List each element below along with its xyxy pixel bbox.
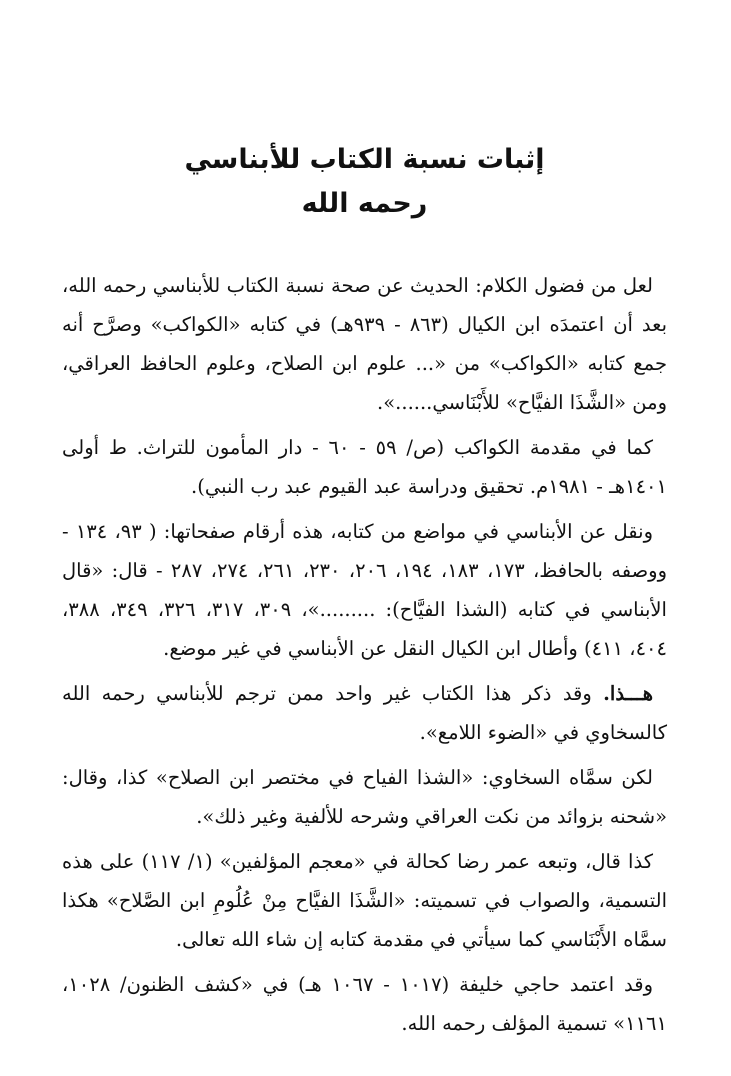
heading-line-2: رحمه الله xyxy=(301,188,428,219)
paragraph-text: ونقل عن الأبناسي في مواضع من كتابه، هذه أرقام صفحاتها: ( ٩٣، ١٣٤ - ووصفه بالحافظ، ١٧٣، ١٨٣، ١٩٤، ٢٠٦، ٢٣٠، ٢٦١، ٢٧٤، ٢٨٧ - قال: «قال الأبناسي في كتابه (الشذا الفيَّاح): .........»، ٣٠٩، ٣١٧، ٣٢٦، ٣٤٩، ٣٨٨، ٤٠٤، ٤١١) وأطال ابن الكيال النقل عن الأبناسي في غير موضع. xyxy=(62,520,667,660)
paragraph-lead: هـــذا. xyxy=(603,682,653,705)
paragraph-text: وقد اعتمد حاجي خليفة (١٠١٧ - ١٠٦٧ هـ) في «كشف الظنون/ ١٠٢٨، ١١٦١» تسمية المؤلف رحمه الله. xyxy=(62,973,667,1035)
paragraph xyxy=(62,758,667,836)
paragraph-text: لعل من فضول الكلام: الحديث عن صحة نسبة الكتاب للأبناسي رحمه الله، بعد أن اعتمدَه ابن الكيال (٨٦٣ - ٩٣٩هـ) في كتابه «الكواكب» وصرَّح أنه جمع كتابه «الكواكب» من «... علوم ابن الصلاح، وعلوم الحافظ العراقي، ومن «الشَّذَا الفيَّاح» للأَبْنَاسي......». xyxy=(62,274,667,414)
body-text xyxy=(62,266,667,1043)
paragraph xyxy=(62,842,667,959)
paragraph xyxy=(62,674,667,752)
paragraph xyxy=(62,266,667,422)
paragraph-text: كذا قال، وتبعه عمر رضا كحالة في «معجم المؤلفين» (١/ ١١٧) على هذه التسمية، والصواب في تسميته: «الشَّذَا الفيَّاح مِنْ عُلُومِ ابن الصَّلاح» هكذا سمَّاه الأَبْنَاسي كما سيأتي في مقدمة كتابه إن شاء الله تعالى. xyxy=(62,850,667,951)
paragraph-text: لكن سمَّاه السخاوي: «الشذا الفياح في مختصر ابن الصلاح» كذا، وقال: «شحنه بزوائد من نكت العراقي وشرحه للألفية وغير ذلك». xyxy=(62,766,667,828)
paragraph xyxy=(62,428,667,506)
paragraph xyxy=(62,965,667,1043)
paragraph xyxy=(62,512,667,668)
paragraph-text: وقد ذكر هذا الكتاب غير واحد ممن ترجم للأبناسي رحمه الله كالسخاوي في «الضوء اللامع». xyxy=(62,682,667,744)
heading-line-1: إثبات نسبة الكتاب للأبناسي xyxy=(184,144,545,175)
paragraph-text: كما في مقدمة الكواكب (ص/ ٥٩ - ٦٠ - دار المأمون للتراث. ط أولى ١٤٠١هـ - ١٩٨١م. تحقيق ودراسة عبد القيوم عبد رب النبي). xyxy=(62,436,667,498)
